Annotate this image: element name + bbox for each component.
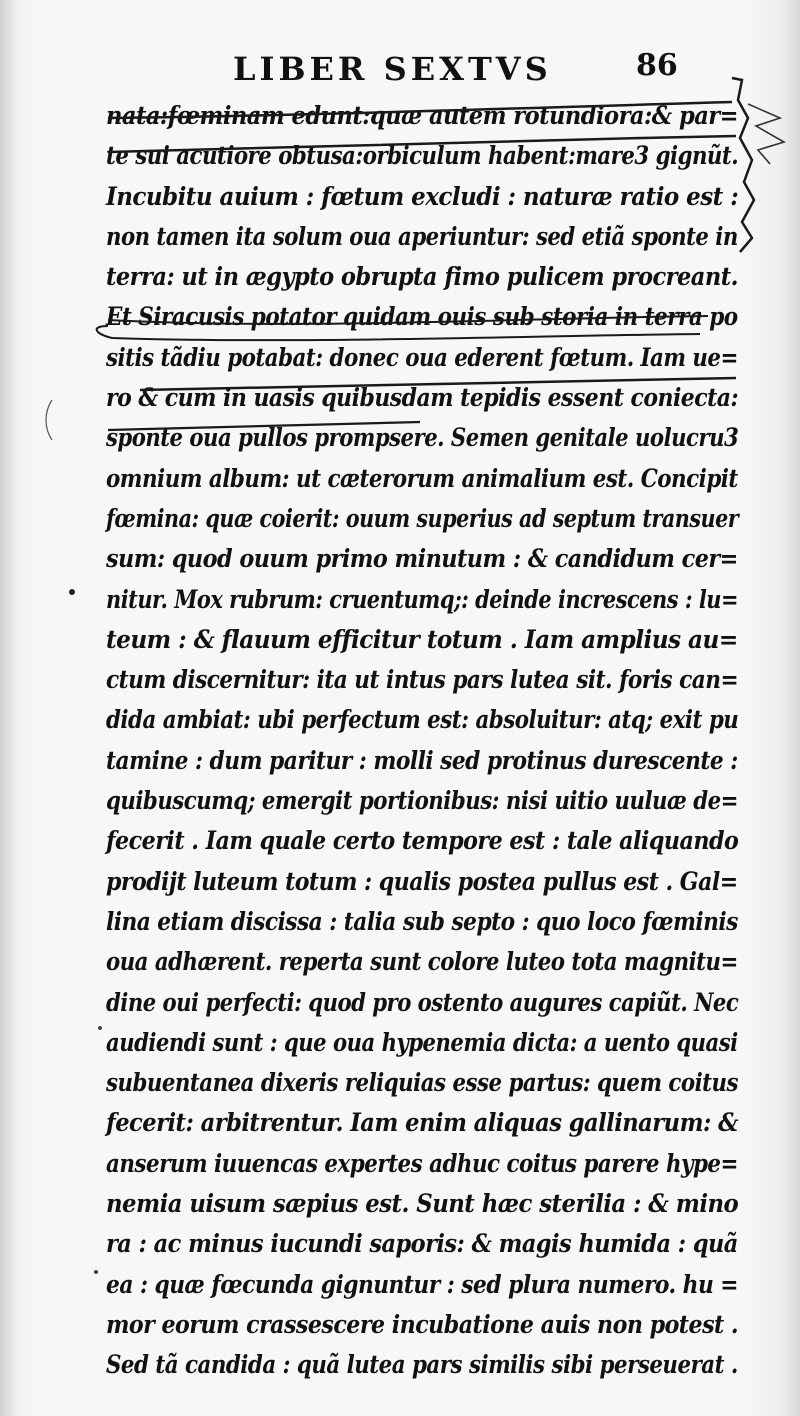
text-line-content: tamine : dum paritur : molli sed protinus durescente : <box>106 745 738 775</box>
text-line <box>106 580 746 620</box>
text-line-content: oua adhærent. reperta sunt colore luteo tota magnitu= <box>106 947 738 977</box>
text-line-content: fecerit . Iam quale certo tempore est : tale aliquando <box>106 826 739 856</box>
text-line-content: ra : ac minus iucundi saporis: & magis humida : quã <box>106 1229 738 1259</box>
text-line <box>106 1063 746 1103</box>
text-line-content: subuentanea dixeris reliquias esse partus: quem coitus <box>106 1068 739 1098</box>
text-line-content: lina etiam discissa : talia sub septo : quo loco fœminis <box>106 906 738 936</box>
text-line-content: terra: ut in ægypto obrupta fimo pulicem procreant. <box>106 262 738 292</box>
text-line <box>106 1265 746 1305</box>
margin-paren <box>46 400 52 440</box>
text-line-content: fecerit: arbitrentur. Iam enim aliquas gallinarum: & <box>106 1108 739 1138</box>
text-line-content: quibuscumq; emergit portionibus: nisi uitio uuluæ de= <box>106 786 739 816</box>
text-line <box>106 942 746 982</box>
text-line <box>106 177 746 217</box>
text-line-content: te sui acutiore obtusa:orbiculum habent:mare3 gignũt. <box>106 141 739 171</box>
text-line <box>106 136 746 176</box>
text-line <box>106 620 746 660</box>
text-line-content: sponte oua pullos prompsere. Semen genitale uolucru3 <box>106 423 739 453</box>
text-line-content: omnium album: ut cæterorum animalium est. Concipit <box>106 463 738 493</box>
text-line-content: Incubitu auium : fœtum excludi : naturæ ratio est : <box>106 181 739 211</box>
text-line <box>106 418 746 458</box>
text-line-content: ro & cum in uasis quibusdam tepidis essent coniecta: <box>106 383 739 413</box>
text-line-content: ctum discernitur: ita ut intus pars lutea sit. foris can= <box>106 665 739 695</box>
text-line-content: fœmina: quæ coierit: ouum superius ad septum transuer <box>106 503 739 533</box>
text-line <box>106 1345 746 1385</box>
text-line-content: sitis tãdiu potabat: donec oua ederent fœtum. Iam ue= <box>106 342 738 372</box>
text-line <box>106 217 746 257</box>
text-line <box>106 1184 746 1224</box>
margin-speck <box>98 1026 102 1030</box>
text-line <box>106 1023 746 1063</box>
text-block <box>106 96 746 1386</box>
running-head: LIBER SEXTVS <box>233 50 552 88</box>
text-line-content: prodijt luteum totum : qualis postea pullus est . Gal= <box>106 866 738 896</box>
text-line <box>106 821 746 861</box>
text-line <box>106 257 746 297</box>
margin-speck <box>69 589 75 595</box>
text-line <box>106 1305 746 1345</box>
text-line <box>106 983 746 1023</box>
text-line <box>106 459 746 499</box>
text-line-content: nemia uisum sæpius est. Sunt hæc sterilia : & mino <box>106 1189 739 1219</box>
text-line-content: anserum iuuencas expertes adhuc coitus parere hype= <box>106 1148 738 1178</box>
text-line <box>106 1103 746 1143</box>
text-line-content: dine oui perfecti: quod pro ostento augures capiũt. Nec <box>106 987 739 1017</box>
text-line <box>106 781 746 821</box>
text-line <box>106 1144 746 1184</box>
text-line-content: teum : & flauum efficitur totum . Iam amplius au= <box>106 624 738 654</box>
margin-bracket-mark-2 <box>748 104 784 164</box>
text-line <box>106 902 746 942</box>
text-line-content: mor eorum crassescere incubatione auis non potest . <box>106 1309 739 1339</box>
text-line-content: nitur. Mox rubrum: cruentumq;: deinde increscens : lu= <box>106 584 739 614</box>
text-line <box>106 297 746 337</box>
page-number: 86 <box>636 48 678 83</box>
text-line-content: Et Siracusis potator quidam ouis sub storia in terra po <box>106 302 738 332</box>
text-line <box>106 1224 746 1264</box>
text-line <box>106 378 746 418</box>
text-line <box>106 862 746 902</box>
text-line-content: Sed tã candida : quã lutea pars similis sibi perseuerat . <box>106 1350 738 1380</box>
text-line-content: audiendi sunt : que oua hypenemia dicta: a uento quasi <box>106 1027 738 1057</box>
page-header <box>0 44 800 88</box>
text-line <box>106 700 746 740</box>
text-line <box>106 338 746 378</box>
text-line-content: dida ambiat: ubi perfectum est: absoluitur: atq; exit pu <box>106 705 739 735</box>
text-line-content: ea : quæ fœcunda gignuntur : sed plura numero. hu = <box>106 1269 739 1299</box>
text-line-content: non tamen ita solum oua aperiuntur: sed etiã sponte in <box>106 221 738 251</box>
text-line <box>106 499 746 539</box>
text-line <box>106 660 746 700</box>
text-line <box>106 539 746 579</box>
margin-speck <box>94 1270 98 1274</box>
text-line-content: nata:fœminam edunt:quæ autem rotundiora:& par= <box>106 101 739 130</box>
text-line <box>106 96 746 136</box>
text-line <box>106 741 746 781</box>
text-line-content: sum: quod ouum primo minutum : & candidum cer= <box>106 544 738 574</box>
